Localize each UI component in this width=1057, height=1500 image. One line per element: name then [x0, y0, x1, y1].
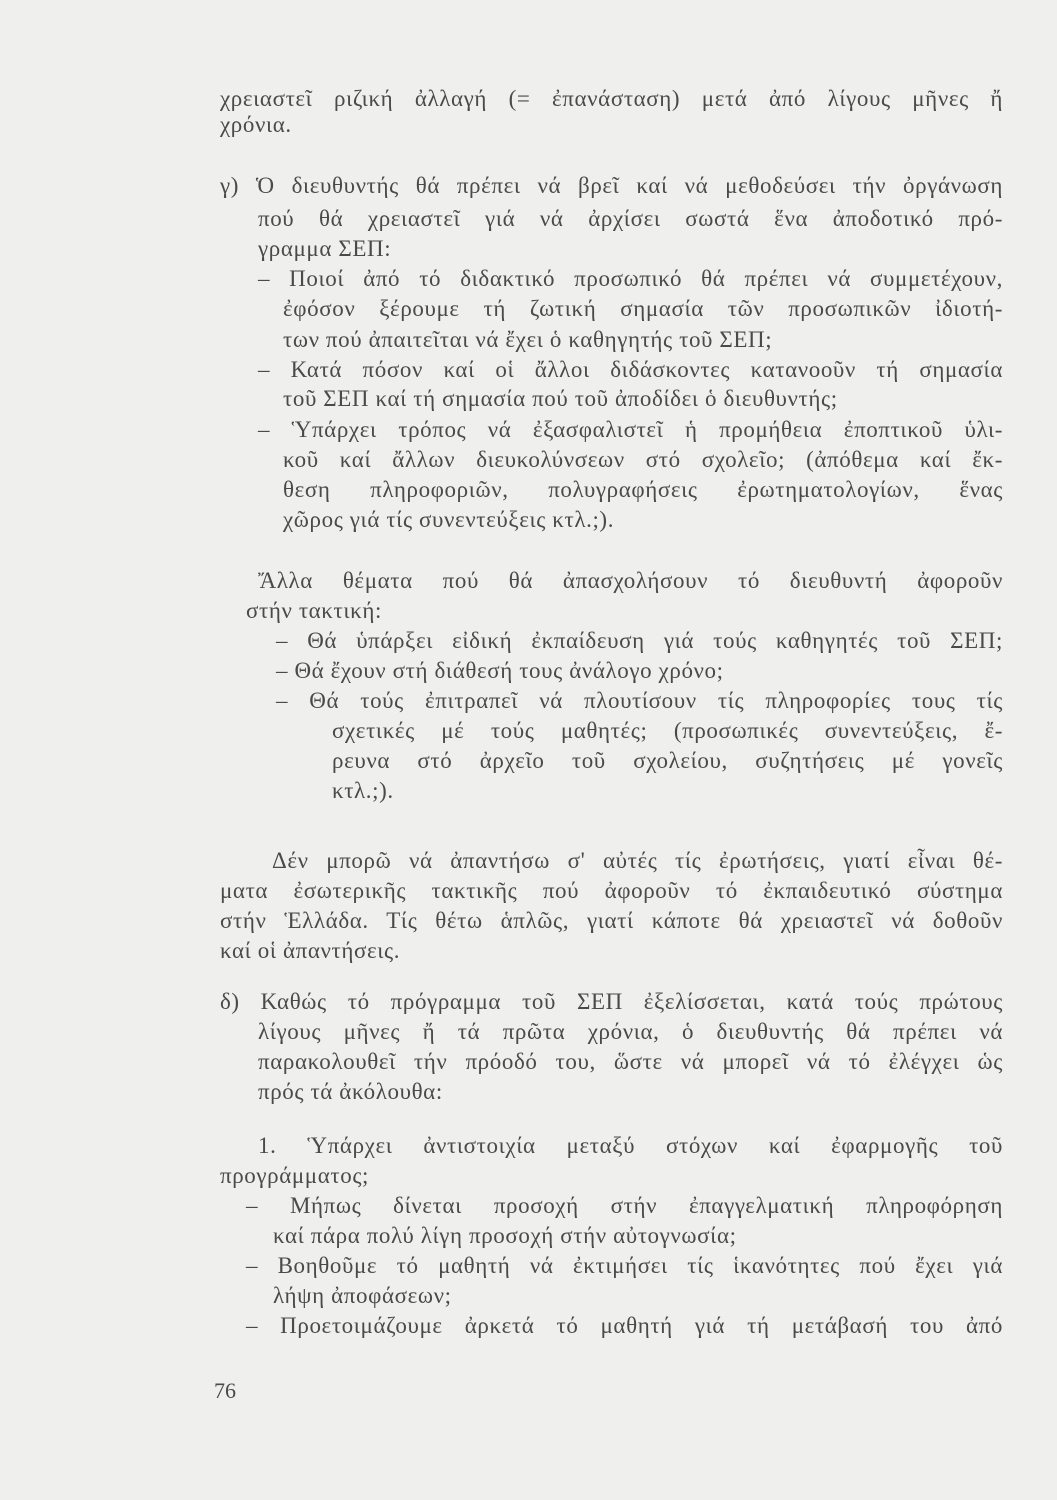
text-line: τοῦ ΣΕΠ καί τή σημασία πού τοῦ ἀποδίδει ὁ διευθυντής;: [283, 386, 838, 411]
text-line: προγράμματος;: [220, 1163, 370, 1188]
dash-item-line: – Κατά πόσον καί οἱ ἄλλοι διδάσκοντες κατανοοῦν τή σημασία: [258, 357, 1003, 382]
text-line: γραμμα ΣΕΠ:: [258, 236, 392, 261]
dash-item-line: – Βοηθοῦμε τό μαθητή νά ἐκτιμήσει τίς ἱκανότητες πού ἔχει γιά: [246, 1253, 1003, 1278]
text-line: λήψη ἀποφάσεων;: [273, 1283, 452, 1308]
text-line: καί οἱ ἀπαντήσεις.: [220, 938, 401, 963]
item-d-line: δ) Καθώς τό πρόγραμμα τοῦ ΣΕΠ ἐξελίσσεται, κατά τούς πρώτους: [220, 989, 1003, 1014]
dash-item-line: – Ποιοί ἀπό τό διδακτικό προσωπικό θά πρέπει νά συμμετέχουν,: [258, 266, 1003, 291]
text-line: των πού ἀπαιτεῖται νά ἔχει ὁ καθηγητής τοῦ ΣΕΠ;: [283, 327, 773, 352]
item-g-line: γ) Ὁ διευθυντής θά πρέπει νά βρεῖ καί νά μεθοδεύσει τήν ὀργάνωση: [220, 173, 1003, 198]
numbered-item-line: 1. Ὑπάρχει ἀντιστοιχία μεταξύ στόχων καί ἐφαρμογῆς τοῦ: [258, 1133, 1003, 1158]
text-line: κτλ.;).: [332, 778, 394, 803]
dash-item-line: – Θά ὑπάρξει εἰδική ἐκπαίδευση γιά τούς καθηγητές τοῦ ΣΕΠ;: [276, 628, 1003, 653]
dash-item-line: – Μήπως δίνεται προσοχή στήν ἐπαγγελματική πληροφόρηση: [246, 1193, 1003, 1218]
text-line: πρός τά ἀκόλουθα:: [258, 1079, 443, 1104]
paragraph-line: Δέν μπορῶ νά ἀπαντήσω σ' αὐτές τίς ἐρωτήσεις, γιατί εἶναι θέ-: [272, 848, 1003, 873]
text-line: σχετικές μέ τούς μαθητές; (προσωπικές συνεντεύξεις, ἔ-: [332, 718, 1003, 743]
text-line: ματα ἐσωτερικῆς τακτικῆς πού ἀφοροῦν τό ἐκπαιδευτικό σύστημα: [220, 878, 1003, 903]
text-line: στήν τακτική:: [246, 598, 382, 623]
text-line: ἐφόσον ξέρουμε τή ζωτική σημασία τῶν προσωπικῶν ἰδιοτή-: [283, 296, 1003, 321]
text-line: λίγους μῆνες ἤ τά πρῶτα χρόνια, ὁ διευθυντής θά πρέπει νά: [258, 1019, 1003, 1044]
text-line: πού θά χρειαστεῖ γιά νά ἀρχίσει σωστά ἕνα ἀποδοτικό πρό-: [258, 206, 1003, 231]
text-line: χῶρος γιά τίς συνεντεύξεις κτλ.;).: [283, 507, 615, 532]
text-line: χρόνια.: [220, 112, 292, 137]
text-line: παρακολουθεῖ τήν πρόοδό του, ὥστε νά μπορεῖ νά τό ἐλέγχει ὡς: [258, 1049, 1003, 1074]
paragraph-line: Ἄλλα θέματα πού θά ἀπασχολήσουν τό διευθυντή ἀφοροῦν: [258, 568, 1003, 593]
page-number: 76: [214, 1378, 236, 1403]
text-line: χρειαστεῖ ριζική ἀλλαγή (= ἐπανάσταση) μετά ἀπό λίγους μῆνες ἤ: [220, 86, 1003, 111]
dash-item-line: – Θά τούς ἐπιτραπεῖ νά πλουτίσουν τίς πληροφορίες τους τίς: [276, 688, 1003, 713]
dash-item-line: – Προετοιμάζουμε ἀρκετά τό μαθητή γιά τή μετάβασή του ἀπό: [246, 1313, 1003, 1338]
text-line: κοῦ καί ἄλλων διευκολύνσεων στό σχολεῖο; (ἀπόθεμα καί ἔκ-: [283, 447, 1003, 472]
dash-item-line: – Ὑπάρχει τρόπος νά ἐξασφαλιστεῖ ἡ προμήθεια ἐποπτικοῦ ὑλι-: [258, 417, 1003, 442]
dash-item-line: – Θά ἔχουν στή διάθεσή τους ἀνάλογο χρόνο;: [276, 658, 724, 683]
text-line: στήν Ἑλλάδα. Τίς θέτω ἁπλῶς, γιατί κάποτε θά χρειαστεῖ νά δοθοῦν: [220, 908, 1003, 933]
text-line: ρευνα στό ἀρχεῖο τοῦ σχολείου, συζητήσεις μέ γονεῖς: [332, 748, 1003, 773]
text-line: θεση πληροφοριῶν, πολυγραφήσεις ἐρωτηματολογίων, ἕνας: [283, 477, 1003, 502]
text-line: καί πάρα πολύ λίγη προσοχή στήν αὐτογνωσία;: [273, 1223, 737, 1248]
